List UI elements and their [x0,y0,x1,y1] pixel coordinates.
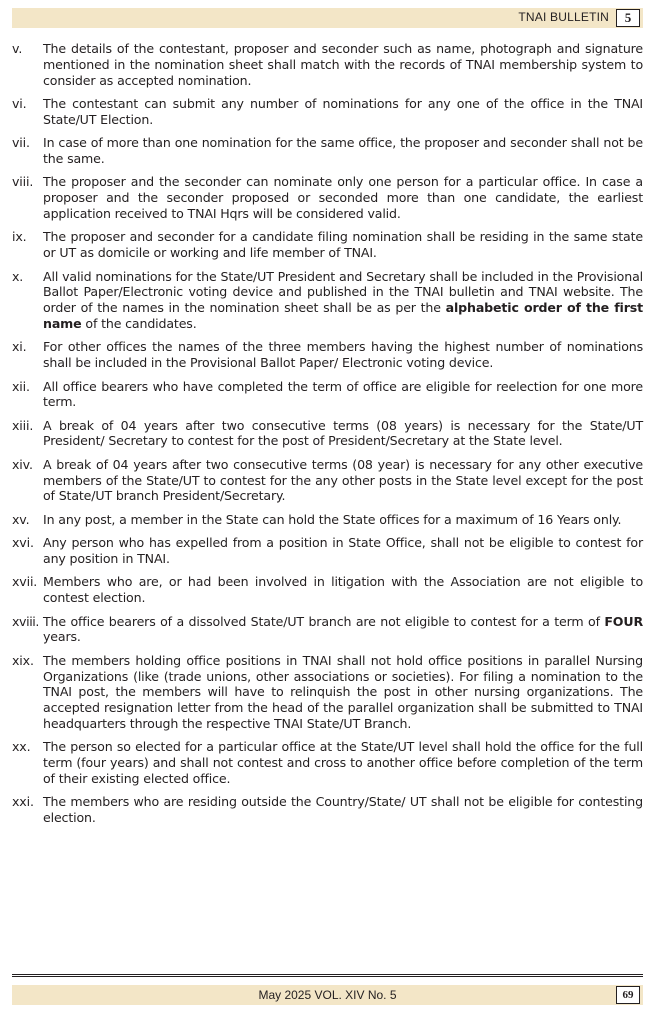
item-text-end: years. [43,629,81,645]
item-text: The details of the contestant, proposer and seconder such as name, photograph and signature mentioned in the nomination sheet shall match with the records of TNAI membership system to consider as accepted nomination. [43,41,643,88]
item-text: The proposer and the seconder can nominate only one person for a particular office. In case a proposer and the seconder proposed or seconded more than one candidate, the earliest application received to TNAI Hqrs will be considered valid. [43,174,643,221]
item-text [43,269,643,332]
footer-divider [12,974,643,977]
item-text: Members who are, or had been involved in litigation with the Association are not eligible to contest election. [43,574,643,606]
item-text [43,614,643,646]
item-text: In any post, a member in the State can hold the State offices for a maximum of 16 Years only. [43,511,622,527]
item-text: The members holding office positions in TNAI shall not hold office positions in parallel Nursing Organizations (like (trade unions, other associations or societies). For filing a nomination to the TNAI post, the members will have to relinquish the post in other nursing organizations. The accepted resignation letter from the head of the parallel organization shall be submitted to TNAI headquarters through the respective TNAI State/UT Branch. [43,652,643,731]
item-text: A break of 04 years after two consecutive terms (08 years) is necessary for the State/UT President/ Secretary to contest for the post of President/Secretary at the State level. [43,417,643,449]
list-item [12,614,643,646]
item-text-start: The office bearers of a dissolved State/UT branch are not eligible to contest for a term of [43,613,605,629]
item-text: A break of 04 years after two consecutive terms (08 year) is necessary for any other executive members of the State/UT to contest for the any other posts in the State level except for the post of State/UT branch President/Secretary. [43,456,643,504]
list-item [12,418,643,450]
item-text: The proposer and seconder for a candidate filing nomination shall be residing in the same state or UT as domicile or working and life member of TNAI. [43,229,643,261]
bulletin-title: TNAI BULLETIN [518,10,609,24]
item-text-emphasis: FOUR [604,613,643,629]
item-text: Any person who has expelled from a position in State Office, shall not be eligible to contest for any position in TNAI. [43,535,643,567]
item-number: v. [12,41,23,56]
item-number: xi. [12,339,27,355]
list-item [12,457,643,504]
list-item [12,174,643,221]
item-number: xv. [12,511,30,527]
list-item [12,96,643,128]
item-number: viii. [12,174,34,190]
item-number: xviii. [12,613,40,629]
item-number: xiv. [12,456,33,472]
item-number: xix. [12,652,34,668]
item-number: x. [12,268,24,284]
list-item [12,135,643,167]
page-number-box: 69 [616,986,640,1004]
item-text-end: of the candidates. [81,315,197,331]
item-number: ix. [12,229,27,245]
item-text: For other offices the names of the three members having the highest number of nominations shall be included in the Provisional Ballot Paper/ Electronic voting device. [43,339,643,371]
list-item [12,41,643,88]
issue-label: May 2025 VOL. XIV No. 5 [258,988,397,1002]
rules-list [12,41,643,834]
list-item [12,339,643,371]
list-item [12,794,643,826]
list-item [12,535,643,567]
item-number: xxi. [12,794,34,810]
item-number: xvi. [12,535,34,551]
item-text: The members who are residing outside the Country/State/ UT shall not be eligible for contesting election. [43,794,643,826]
list-item [12,269,643,332]
list-item [12,229,643,261]
item-text-start: All valid nominations for the State/UT President and Secretary shall be included in the Provisional Ballot Paper/Electronic voting device and published in the TNAI bulletin and TNAI website. The order of the names in the nomination sheet shall be as per the [43,268,643,316]
list-item [12,512,643,528]
item-number: xx. [12,739,31,755]
item-text-emphasis: alphabetic order of the first name [43,300,643,331]
item-number: xiii. [12,417,34,433]
list-item [12,574,643,606]
item-number: vii. [12,135,30,151]
item-number: vi. [12,95,27,111]
header-bar [12,8,643,28]
item-text: The contestant can submit any number of nominations for any one of the office in the TNAI State/UT Election. [43,95,643,127]
list-item [12,653,643,732]
item-number: xii. [12,378,30,394]
item-text: In case of more than one nomination for the same office, the proposer and seconder shall not be the same. [43,135,643,166]
list-item [12,379,643,411]
list-item [12,739,643,786]
footer-bar [12,985,643,1005]
item-text: All office bearers who have completed the term of office are eligible for reelection for one more term. [43,378,643,410]
section-number-box: 5 [616,9,640,27]
item-number: xvii. [12,574,38,590]
item-text: The person so elected for a particular office at the State/UT level shall hold the office for the full term (four years) and shall not contest and cross to another office before completion of the term of their existing elected office. [43,739,643,786]
